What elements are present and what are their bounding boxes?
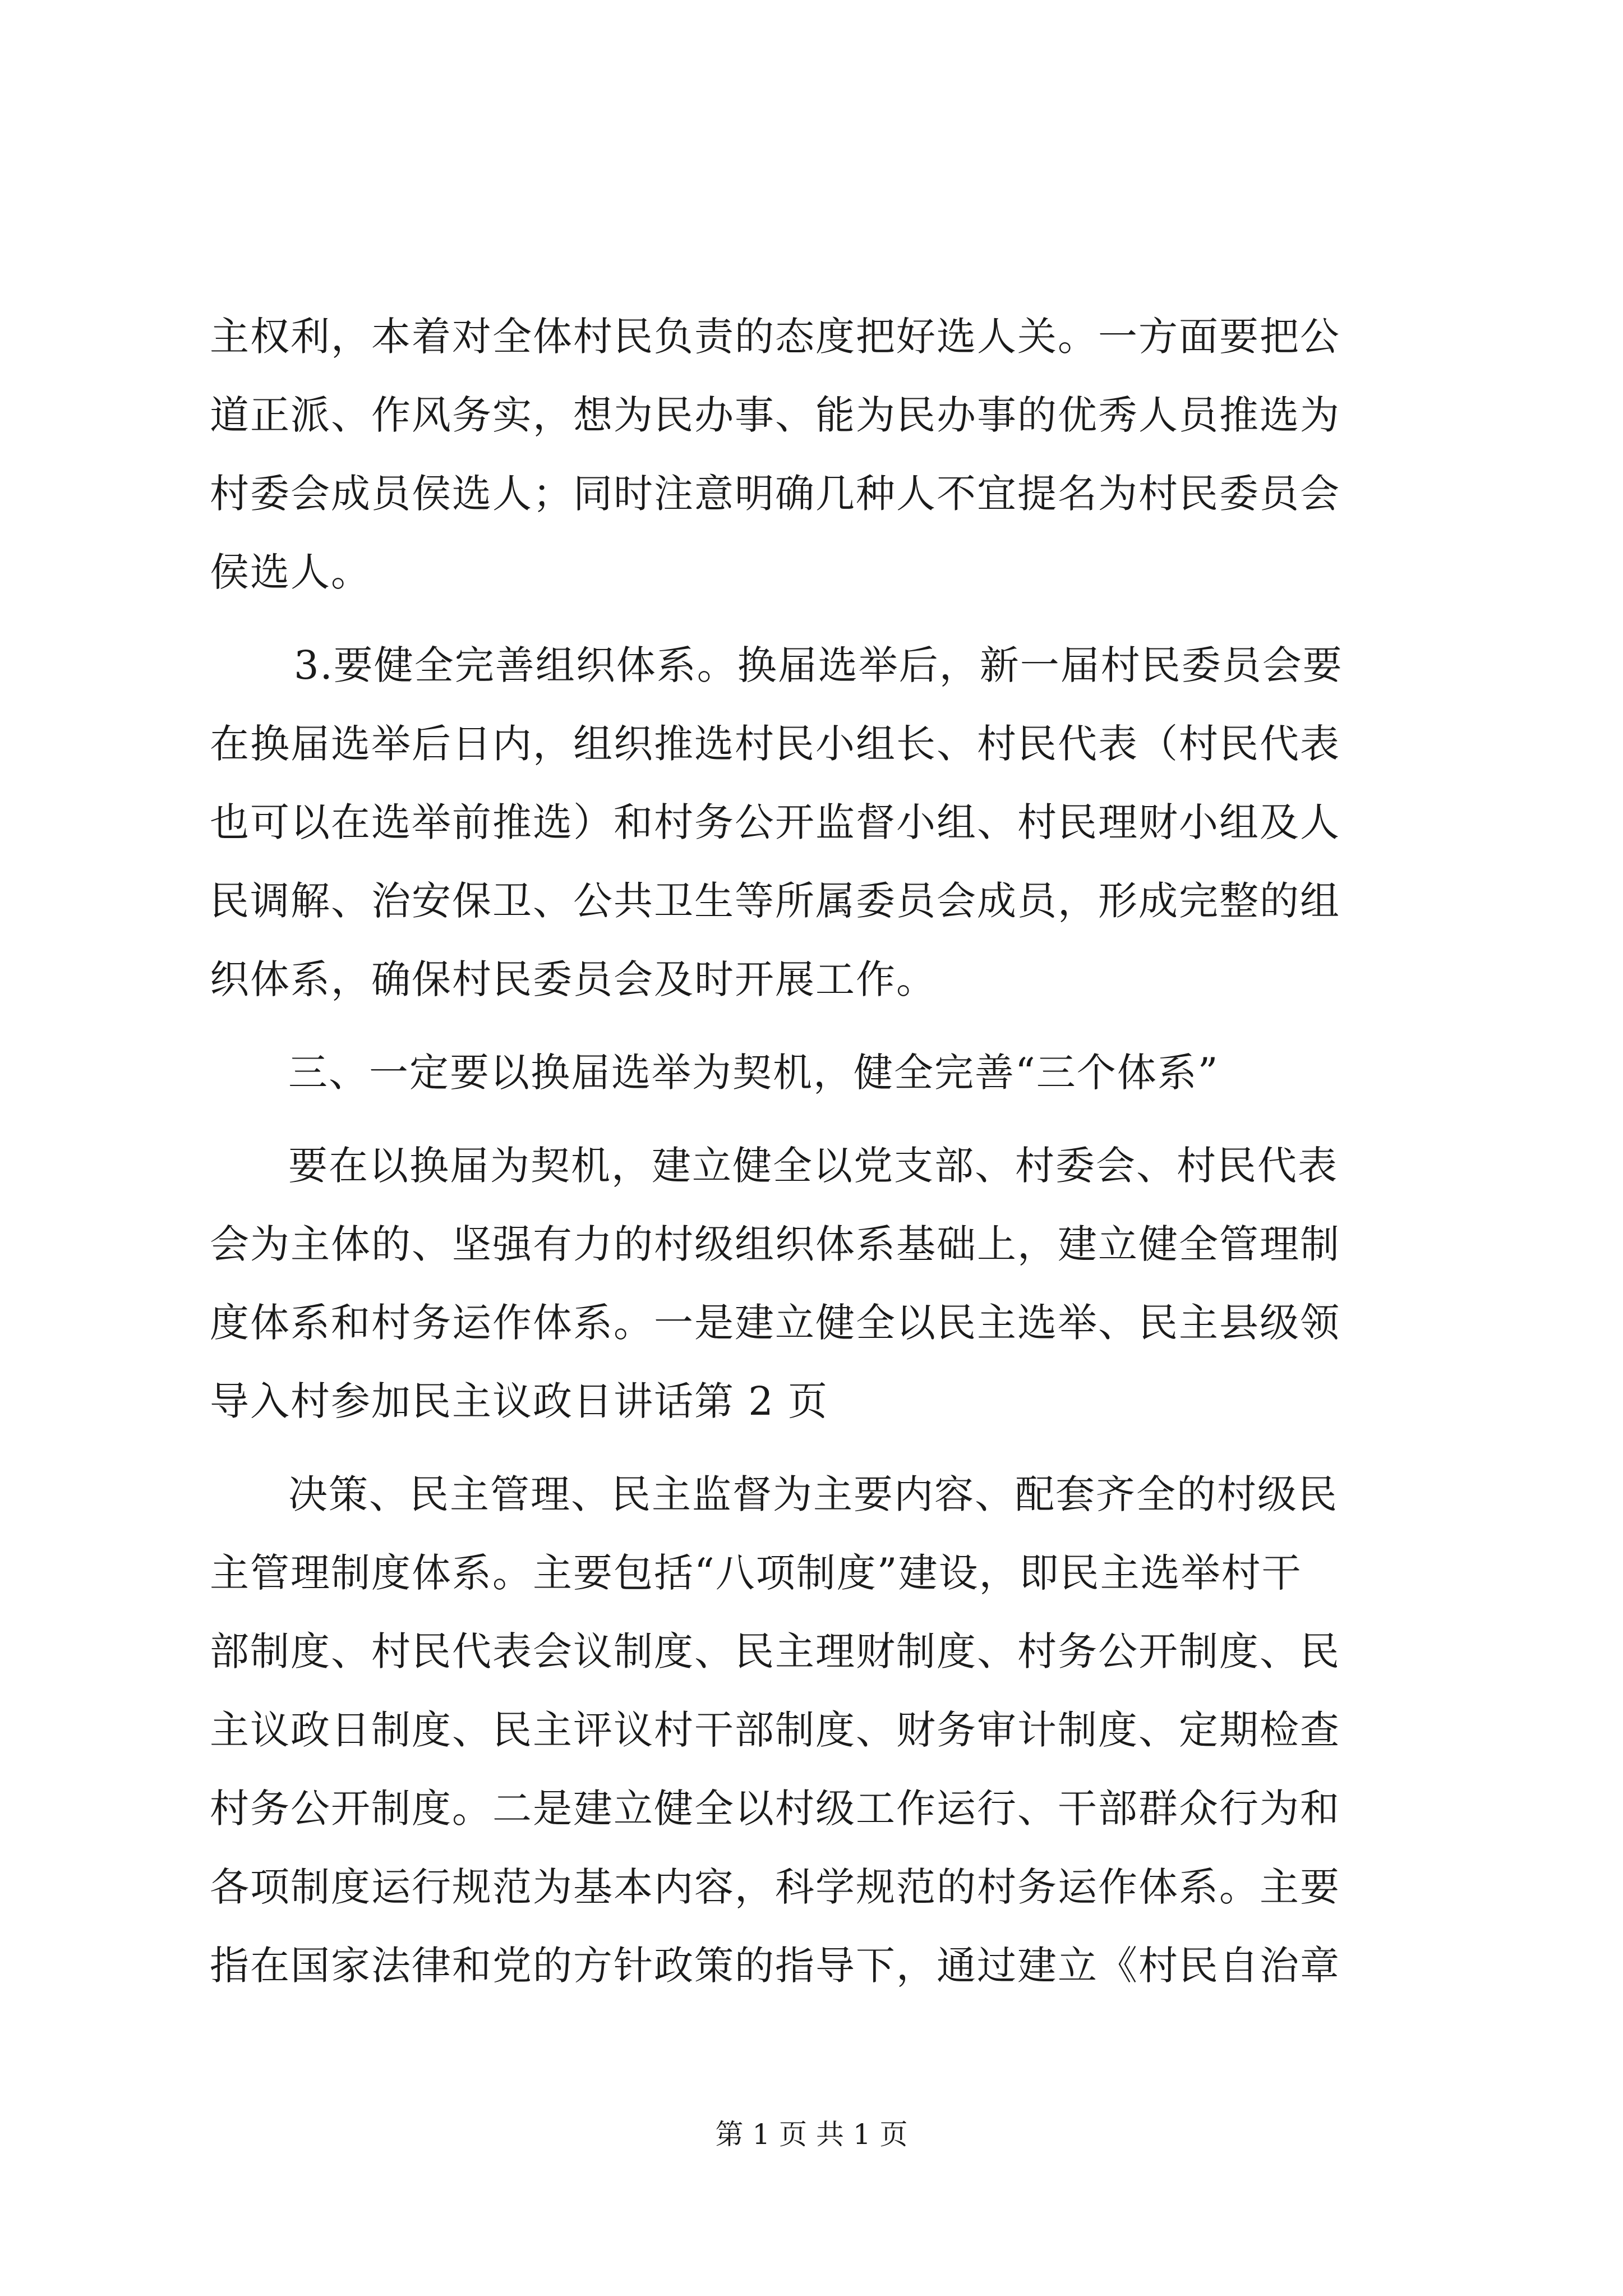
paragraph-gap [210, 1019, 1423, 1033]
paragraph-gap [210, 1441, 1423, 1455]
paragraph-gap [210, 1112, 1423, 1126]
text-line: 导入村参加民主议政日讲话第 2 页 [210, 1378, 829, 1424]
text-line: 道正派、作风务实，想为民办事、能为民办事的优秀人员推选为 [210, 392, 1340, 438]
text-line: 织体系，确保村民委员会及时开展工作。 [210, 956, 937, 1002]
text-line: 度体系和村务运作体系。一是建立健全以民主选举、民主县级领 [210, 1300, 1340, 1346]
text-line: 各项制度运行规范为基本内容，科学规范的村务运作体系。主要 [210, 1864, 1340, 1910]
text-line: 要在以换届为契机，建立健全以党支部、村委会、村民代表 [288, 1143, 1338, 1189]
document-body [210, 297, 1423, 2005]
text-line: 主管理制度体系。主要包括“八项制度”建设，即民主选举村干 [210, 1550, 1302, 1596]
text-line: 在换届选举后日内，组织推选村民小组长、村民代表（村民代表 [210, 721, 1340, 767]
paragraph-gap [210, 611, 1423, 626]
text-line: 3.要健全完善组织体系。换届选举后，新一届村民委员会要 [294, 642, 1343, 688]
text-line: 指在国家法律和党的方针政策的指导下，通过建立《村民自治章 [210, 1943, 1340, 1989]
text-line: 侯选人。 [210, 549, 371, 595]
text-line: 部制度、村民代表会议制度、民主理财制度、村务公开制度、民 [210, 1628, 1340, 1674]
text-line: 决策、民主管理、民主监督为主要内容、配套齐全的村级民 [288, 1471, 1338, 1517]
text-line: 主议政日制度、民主评议村干部制度、财务审计制度、定期检查 [210, 1707, 1340, 1753]
section-heading: 三、一定要以换届选举为契机，健全完善“三个体系” [288, 1050, 1219, 1096]
text-line: 村务公开制度。二是建立健全以村级工作运行、干部群众行为和 [210, 1786, 1340, 1832]
text-line: 村委会成员侯选人；同时注意明确几种人不宜提名为村民委员会 [210, 471, 1340, 517]
text-line: 主权利，本着对全体村民负责的态度把好选人关。一方面要把公 [210, 314, 1340, 360]
page-footer: 第 1 页 共 1 页 [715, 2118, 908, 2151]
text-line: 也可以在选举前推选）和村务公开监督小组、村民理财小组及人 [210, 799, 1340, 845]
text-line: 会为主体的、坚强有力的村级组织体系基础上，建立健全管理制 [210, 1221, 1340, 1267]
text-line: 民调解、治安保卫、公共卫生等所属委员会成员，形成完整的组 [210, 878, 1340, 924]
